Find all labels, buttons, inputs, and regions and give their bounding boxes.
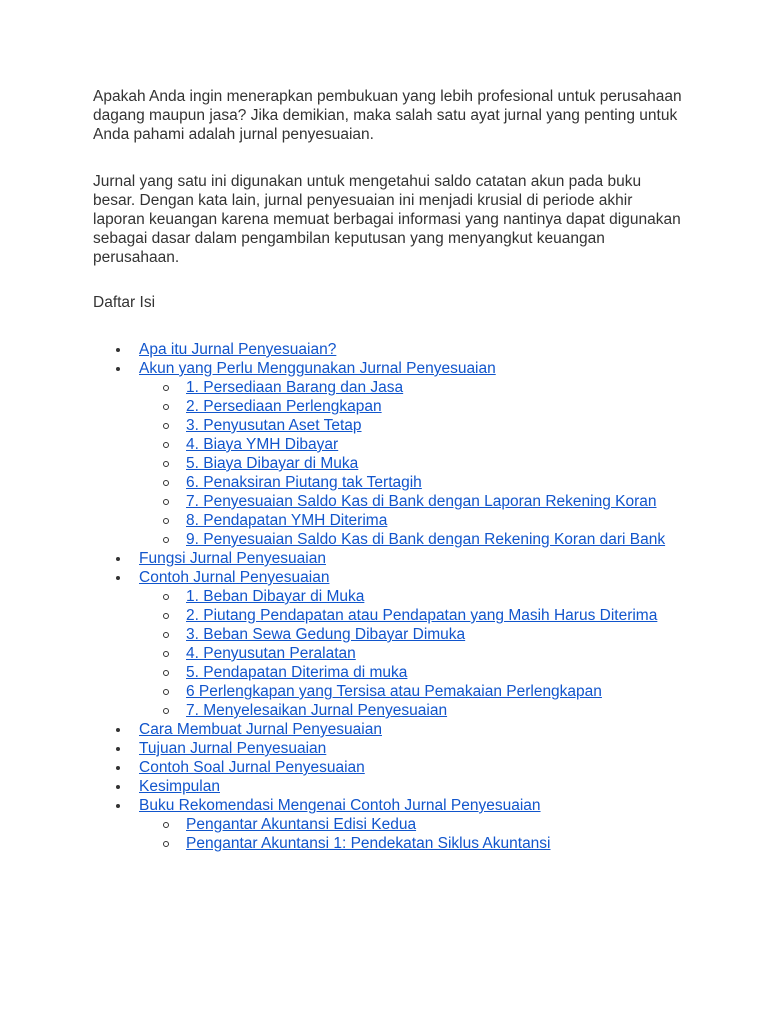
- toc-sublink[interactable]: 5. Biaya Dibayar di Muka: [186, 455, 359, 472]
- toc-subitem: [139, 644, 693, 663]
- toc-subitem: [139, 473, 693, 492]
- toc-sublink[interactable]: 1. Persediaan Barang dan Jasa: [186, 379, 404, 396]
- bullet-circle-icon: [163, 385, 169, 391]
- bullet-circle-icon: [163, 689, 169, 695]
- toc-item: [93, 777, 693, 796]
- bullet-circle-icon: [163, 841, 169, 847]
- toc-sublink[interactable]: 7. Menyelesaikan Jurnal Penyesuaian: [186, 702, 448, 719]
- toc-subitem: [139, 397, 693, 416]
- toc-item: [93, 720, 693, 739]
- toc-sublist: [139, 378, 693, 549]
- bullet-dot-icon: [116, 348, 120, 352]
- bullet-dot-icon: [116, 367, 120, 371]
- bullet-dot-icon: [116, 747, 120, 751]
- bullet-circle-icon: [163, 632, 169, 638]
- bullet-dot-icon: [116, 728, 120, 732]
- toc-item: [93, 739, 693, 758]
- bullet-dot-icon: [116, 766, 120, 770]
- bullet-dot-icon: [116, 785, 120, 789]
- toc-subitem: [139, 416, 693, 435]
- toc-sublist: [139, 587, 693, 720]
- bullet-circle-icon: [163, 480, 169, 486]
- toc-sublink[interactable]: 4. Penyusutan Peralatan: [186, 645, 356, 662]
- toc-sublink[interactable]: 6. Penaksiran Piutang tak Tertagih: [186, 474, 422, 491]
- table-of-contents: [93, 340, 693, 853]
- toc-subitem: [139, 606, 693, 625]
- toc-sublink[interactable]: 2. Persediaan Perlengkapan: [186, 398, 382, 415]
- toc-item: [93, 340, 693, 359]
- toc-subitem: [139, 834, 693, 853]
- bullet-circle-icon: [163, 708, 169, 714]
- bullet-circle-icon: [163, 442, 169, 448]
- bullet-dot-icon: [116, 576, 120, 580]
- toc-subitem: [139, 435, 693, 454]
- toc-subitem: [139, 378, 693, 397]
- toc-link[interactable]: Akun yang Perlu Menggunakan Jurnal Penyesuaian: [139, 360, 496, 377]
- intro-paragraph-2: Jurnal yang satu ini digunakan untuk mengetahui saldo catatan akun pada buku besar. Dengan kata lain, jurnal penyesuaian ini menjadi krusial di periode akhir laporan keuangan karena memuat berbagai informasi yang nantinya dapat digunakan sebagai dasar dalam pengambilan keputusan yang menyangkut keuangan perusahaan.: [93, 173, 681, 266]
- toc-sublink[interactable]: Pengantar Akuntansi Edisi Kedua: [186, 816, 417, 833]
- toc-link[interactable]: Cara Membuat Jurnal Penyesuaian: [139, 721, 382, 738]
- toc-link[interactable]: Tujuan Jurnal Penyesuaian: [139, 740, 327, 757]
- toc-item: [93, 359, 693, 549]
- toc-sublink[interactable]: 7. Penyesuaian Saldo Kas di Bank dengan Laporan Rekening Koran: [186, 493, 657, 510]
- toc-sublink[interactable]: Pengantar Akuntansi 1: Pendekatan Siklus Akuntansi: [186, 835, 551, 852]
- bullet-circle-icon: [163, 499, 169, 505]
- toc-link[interactable]: Apa itu Jurnal Penyesuaian?: [139, 341, 337, 358]
- toc-subitem: [139, 701, 693, 720]
- toc-subitem: [139, 682, 693, 701]
- toc-subitem: [139, 511, 693, 530]
- bullet-circle-icon: [163, 461, 169, 467]
- toc-sublink[interactable]: 3. Penyusutan Aset Tetap: [186, 417, 362, 434]
- intro-paragraph-1: Apakah Anda ingin menerapkan pembukuan yang lebih profesional untuk perusahaan dagang maupun jasa? Jika demikian, maka salah satu ayat jurnal yang penting untuk Anda pahami adalah jurnal penyesuaian.: [93, 88, 682, 143]
- toc-heading: Daftar Isi: [93, 294, 156, 311]
- bullet-circle-icon: [163, 423, 169, 429]
- bullet-circle-icon: [163, 651, 169, 657]
- toc-item: [93, 796, 693, 853]
- toc-sublist: [139, 815, 693, 853]
- toc-sublink[interactable]: 3. Beban Sewa Gedung Dibayar Dimuka: [186, 626, 466, 643]
- toc-sublink[interactable]: 2. Piutang Pendapatan atau Pendapatan yang Masih Harus Diterima: [186, 607, 658, 624]
- bullet-dot-icon: [116, 804, 120, 808]
- toc-link[interactable]: Kesimpulan: [139, 778, 220, 795]
- bullet-circle-icon: [163, 822, 169, 828]
- toc-sublink[interactable]: 8. Pendapatan YMH Diterima: [186, 512, 388, 529]
- toc-link[interactable]: Contoh Soal Jurnal Penyesuaian: [139, 759, 365, 776]
- toc-item: [93, 758, 693, 777]
- toc-link[interactable]: Fungsi Jurnal Penyesuaian: [139, 550, 326, 567]
- toc-subitem: [139, 663, 693, 682]
- toc-subitem: [139, 530, 693, 549]
- toc-subitem: [139, 492, 693, 511]
- bullet-circle-icon: [163, 404, 169, 410]
- toc-sublink[interactable]: 9. Penyesuaian Saldo Kas di Bank dengan Rekening Koran dari Bank: [186, 531, 666, 548]
- toc-subitem: [139, 815, 693, 834]
- toc-link[interactable]: Buku Rekomendasi Mengenai Contoh Jurnal Penyesuaian: [139, 797, 541, 814]
- toc-link[interactable]: Contoh Jurnal Penyesuaian: [139, 569, 330, 586]
- toc-subitem: [139, 587, 693, 606]
- bullet-circle-icon: [163, 594, 169, 600]
- toc-subitem: [139, 625, 693, 644]
- bullet-dot-icon: [116, 557, 120, 561]
- bullet-circle-icon: [163, 670, 169, 676]
- toc-item: [93, 568, 693, 720]
- toc-sublink[interactable]: 5. Pendapatan Diterima di muka: [186, 664, 408, 681]
- bullet-circle-icon: [163, 518, 169, 524]
- toc-sublink[interactable]: 6 Perlengkapan yang Tersisa atau Pemakaian Perlengkapan: [186, 683, 602, 700]
- toc-sublink[interactable]: 1. Beban Dibayar di Muka: [186, 588, 365, 605]
- bullet-circle-icon: [163, 537, 169, 543]
- toc-item: [93, 549, 693, 568]
- toc-sublink[interactable]: 4. Biaya YMH Dibayar: [186, 436, 339, 453]
- toc-subitem: [139, 454, 693, 473]
- bullet-circle-icon: [163, 613, 169, 619]
